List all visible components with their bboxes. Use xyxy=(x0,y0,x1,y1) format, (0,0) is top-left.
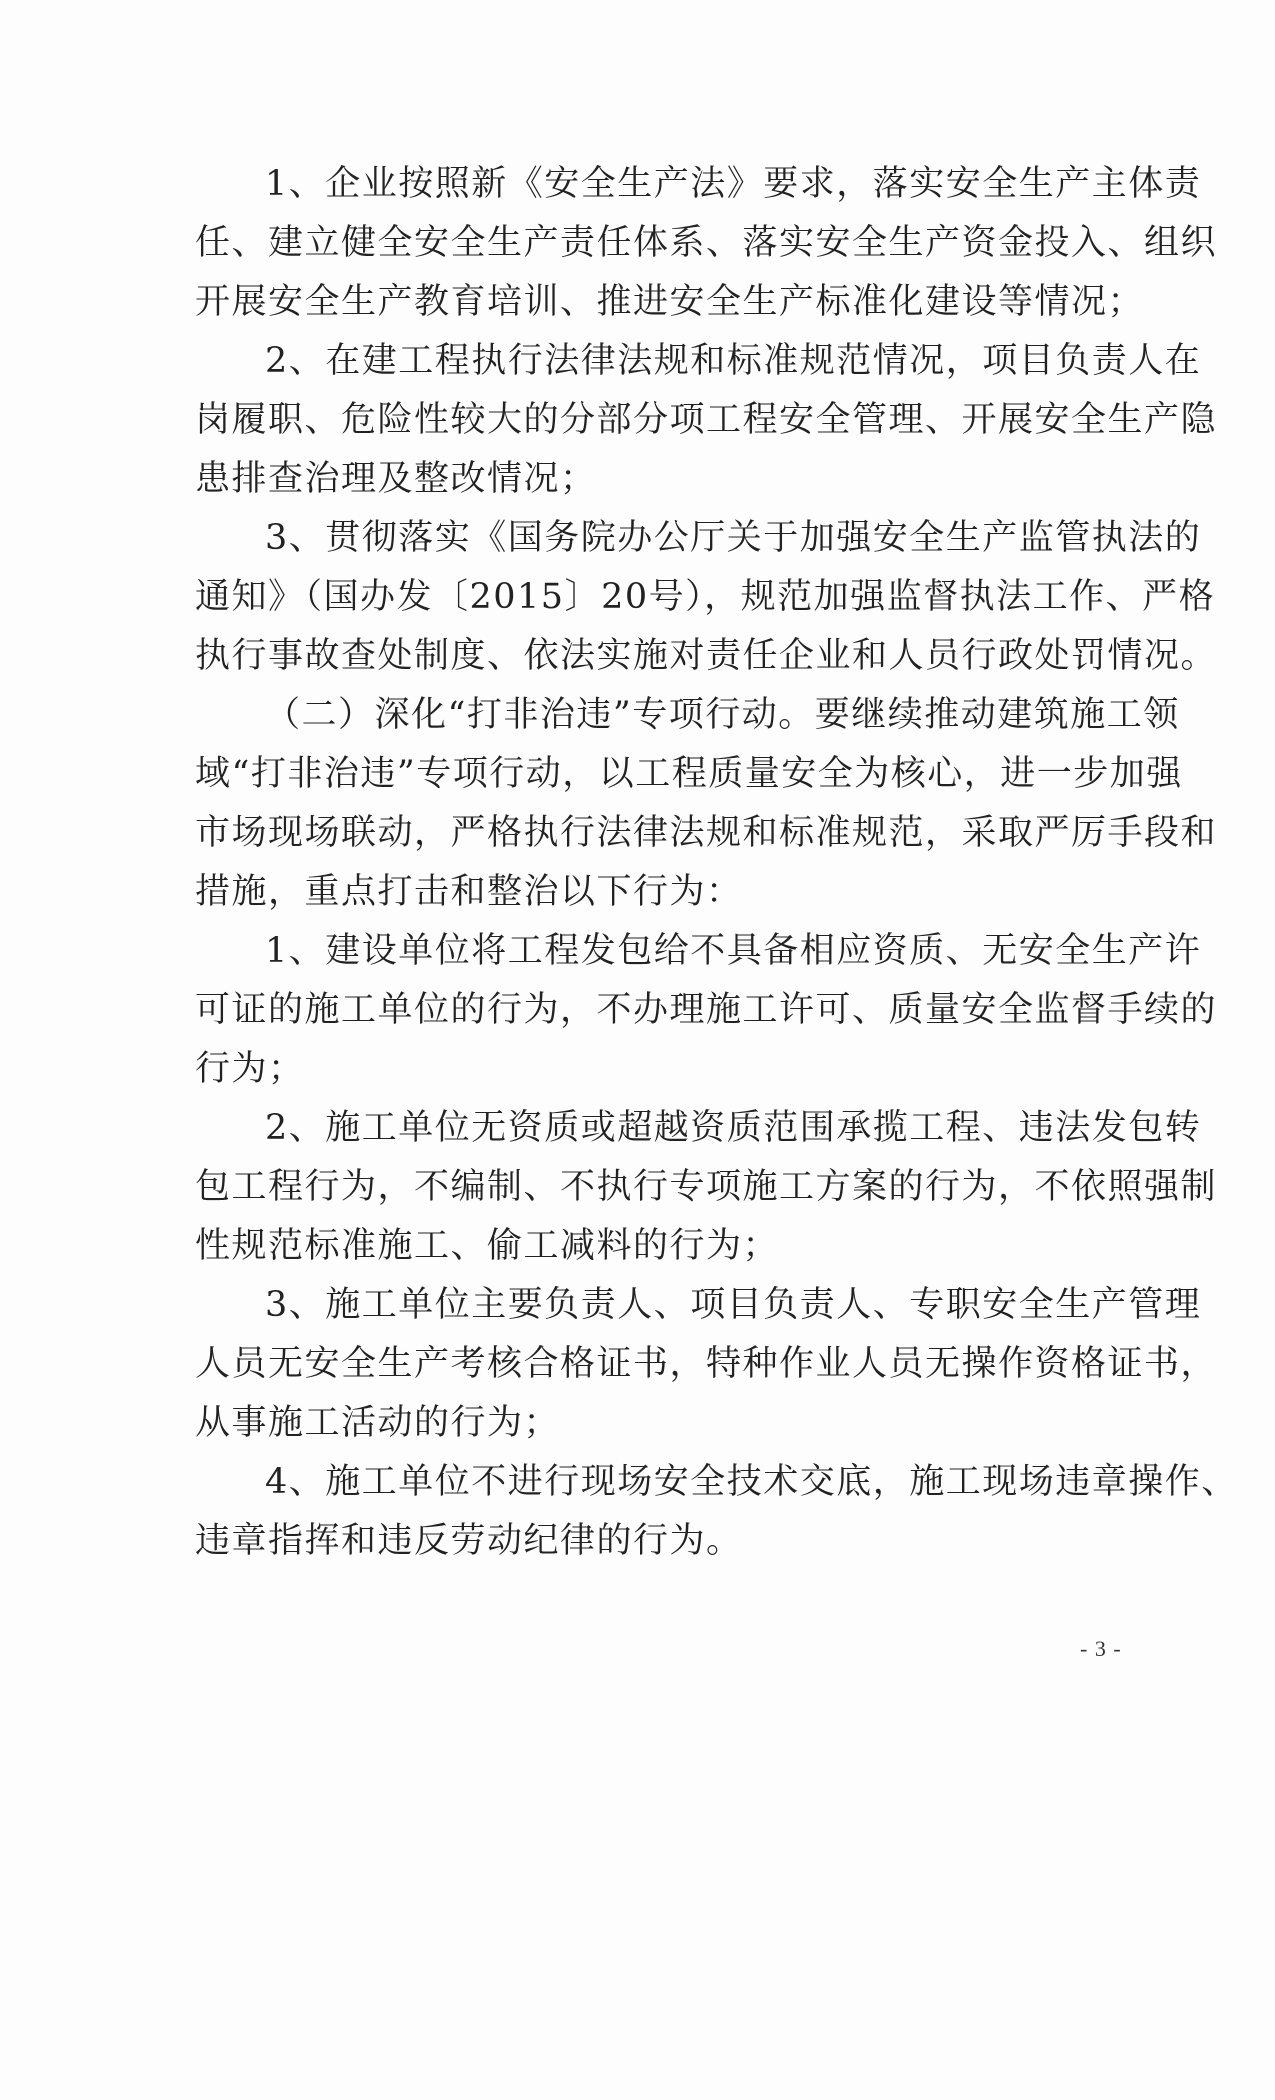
paragraph-8 xyxy=(195,1453,1238,1571)
paragraph-6 xyxy=(195,1099,1218,1276)
paragraph-line: 3、贯彻落实《国务院办公厅关于加强安全生产监管执法的 xyxy=(265,518,1202,558)
paragraph-line: 包工程行为，不编制、不执行专项施工方案的行为，不依照强制 xyxy=(195,1167,1218,1207)
page-number: - 3 - xyxy=(1080,1636,1122,1661)
paragraph-line: 市场现场联动，严格执行法律法规和标准规范，采取严厉手段和 xyxy=(195,813,1218,853)
paragraph-line: 开展安全生产教育培训、推进安全生产标准化建设等情况； xyxy=(195,282,1145,322)
paragraph-line: 措施，重点打击和整治以下行为： xyxy=(195,872,743,912)
paragraph-line: 岗履职、危险性较大的分部分项工程安全管理、开展安全生产隐 xyxy=(195,400,1218,440)
section-heading-line: （二）深化“打非治违”专项行动。要继续推动建筑施工领 xyxy=(265,695,1180,735)
paragraph-line: 行为； xyxy=(195,1049,305,1089)
paragraph-line: 性规范标准施工、偷工减料的行为； xyxy=(195,1226,780,1266)
paragraph-line: 通知》（国办发〔2015〕20号），规范加强监督执法工作、严格 xyxy=(195,577,1216,617)
paragraph-2 xyxy=(195,332,1218,509)
paragraph-line: 2、在建工程执行法律法规和标准规范情况，项目负责人在 xyxy=(265,341,1202,381)
paragraph-line: 域“打非治违”专项行动，以工程质量安全为核心，进一步加强 xyxy=(195,754,1183,794)
paragraph-line: 1、建设单位将工程发包给不具备相应资质、无安全生产许 xyxy=(265,931,1202,971)
paragraph-line: 人员无安全生产考核合格证书，特种作业人员无操作资格证书， xyxy=(195,1344,1218,1384)
paragraph-line: 违章指挥和违反劳动纪律的行为。 xyxy=(195,1521,743,1561)
paragraph-line: 4、施工单位不进行现场安全技术交底，施工现场违章操作、 xyxy=(265,1462,1238,1502)
paragraph-line: 执行事故查处制度、依法实施对责任企业和人员行政处罚情况。 xyxy=(195,636,1218,676)
document-body xyxy=(195,155,1238,1571)
paragraph-line: 1、企业按照新《安全生产法》要求，落实安全生产主体责 xyxy=(265,164,1202,204)
paragraph-1 xyxy=(195,155,1218,332)
paragraph-7 xyxy=(195,1276,1218,1453)
paragraph-line: 2、施工单位无资质或超越资质范围承揽工程、违法发包转 xyxy=(265,1108,1202,1148)
paragraph-line: 3、施工单位主要负责人、项目负责人、专职安全生产管理 xyxy=(265,1285,1202,1325)
paragraph-line: 患排查治理及整改情况； xyxy=(195,459,597,499)
paragraph-line: 任、建立健全安全生产责任体系、落实安全生产资金投入、组织 xyxy=(195,223,1218,263)
paragraph-5 xyxy=(195,922,1218,1099)
paragraph-4 xyxy=(195,686,1218,922)
paragraph-3 xyxy=(195,509,1218,686)
paragraph-line: 从事施工活动的行为； xyxy=(195,1403,561,1443)
paragraph-line: 可证的施工单位的行为，不办理施工许可、质量安全监督手续的 xyxy=(195,990,1218,1030)
